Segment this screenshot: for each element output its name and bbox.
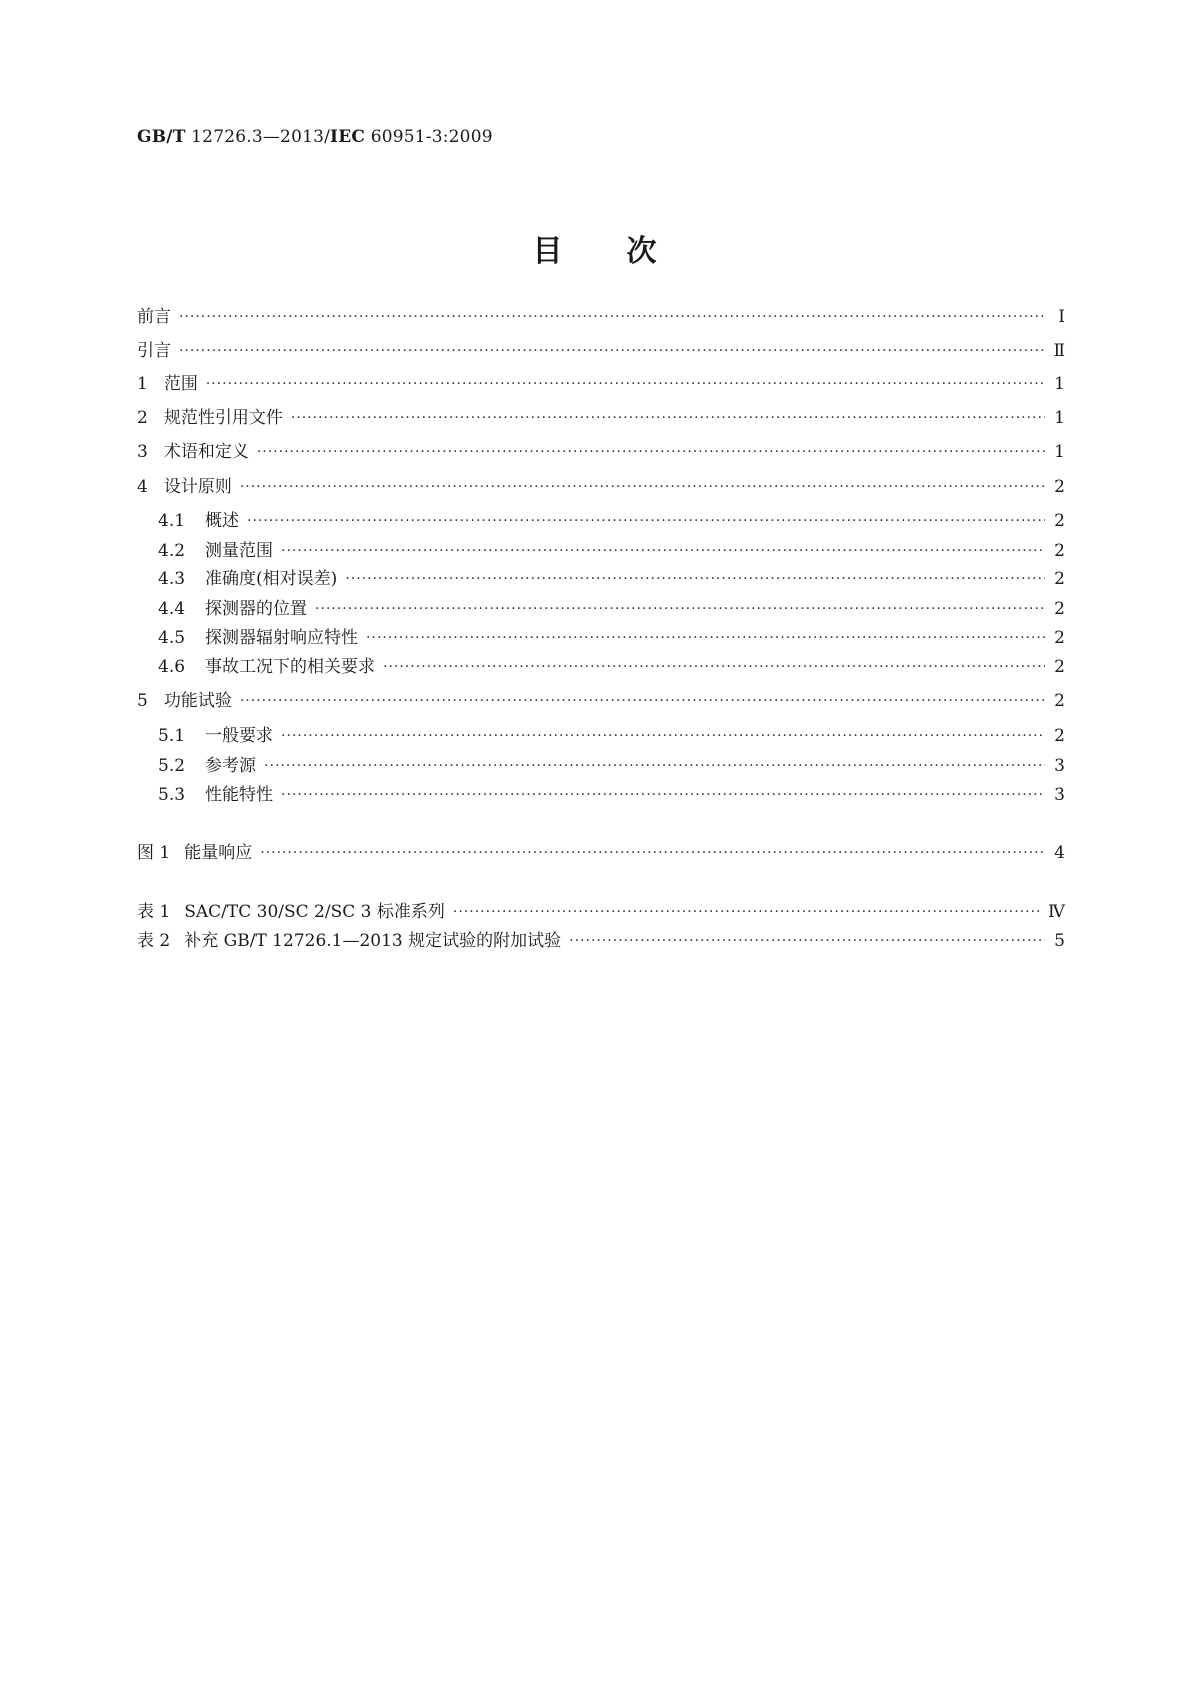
toc-entry-number: 1: [137, 374, 148, 394]
toc-entry-text: 准确度(相对误差): [205, 569, 338, 589]
toc-page-number: 2: [1054, 541, 1065, 561]
toc-page-number: 2: [1054, 628, 1065, 648]
toc-entry-text: 补充 GB/T 12726.1—2013 规定试验的附加试验: [184, 931, 562, 951]
toc-entry-text: 概述: [205, 511, 240, 531]
toc-entry-text: 性能特性: [205, 785, 274, 805]
toc-entry-5-3[interactable]: [158, 784, 1065, 806]
toc-entry-text: 事故工况下的相关要求: [205, 657, 376, 677]
toc-entry-text: 设计原则: [163, 477, 232, 497]
toc-entry-number: 4.3: [158, 569, 186, 589]
toc-entry-text: 前言: [137, 307, 171, 327]
leader-dots: [179, 340, 1045, 362]
leader-dots: [291, 407, 1045, 429]
leader-dots: [240, 476, 1045, 498]
toc-entry-table-1[interactable]: [137, 901, 1065, 923]
toc-page-number: 2: [1054, 599, 1065, 619]
toc-entry-number: 5.3: [158, 785, 186, 805]
toc-entry-foreword[interactable]: [137, 306, 1065, 328]
leader-dots: [281, 784, 1045, 806]
toc-page-number: 2: [1054, 726, 1065, 746]
toc-page-number: Ⅰ: [1058, 307, 1065, 327]
toc-entry-number: 表 2: [137, 931, 171, 951]
page-title: [0, 226, 1191, 270]
leader-dots: [345, 568, 1045, 590]
toc-entry-number: 4.1: [158, 511, 186, 531]
toc-entry-number: 图 1: [137, 843, 171, 863]
toc-entry-number: 4.5: [158, 628, 186, 648]
toc-page-number: Ⅳ: [1048, 902, 1065, 922]
toc-entry-number: 4: [137, 477, 148, 497]
toc-entry-number: 表 1: [137, 902, 171, 922]
toc-page-number: 4: [1054, 843, 1065, 863]
leader-dots: [383, 656, 1045, 678]
toc-entry-number: 2: [137, 408, 148, 428]
toc-page-number: 2: [1054, 511, 1065, 531]
leader-dots: [453, 901, 1040, 923]
toc-entry-text: 能量响应: [184, 843, 253, 863]
toc-entry-4[interactable]: [137, 476, 1065, 498]
toc-page-number: 1: [1054, 442, 1065, 462]
leader-dots: [206, 373, 1045, 395]
iec-number: 60951-3:2009: [370, 127, 493, 147]
toc-page-number: 1: [1054, 374, 1065, 394]
toc-entry-text: 探测器辐射响应特性: [205, 628, 359, 648]
toc-entry-text: 术语和定义: [163, 442, 249, 462]
toc-entry-number: 5.2: [158, 756, 186, 776]
title-char-2: 次: [626, 234, 659, 269]
toc-page-number: Ⅱ: [1053, 341, 1065, 361]
toc-entry-4-3[interactable]: [158, 568, 1065, 590]
leader-dots: [260, 842, 1045, 864]
toc-entry-text: 范围: [163, 374, 198, 394]
toc-entry-number: 3: [137, 442, 148, 462]
toc-entry-4-2[interactable]: [158, 540, 1065, 562]
toc-entry-5-1[interactable]: [158, 725, 1065, 747]
std-code: GB/T: [137, 127, 186, 147]
leader-dots: [281, 540, 1045, 562]
toc-page-number: 2: [1054, 657, 1065, 677]
toc-entry-5[interactable]: [137, 690, 1065, 712]
toc-entry-table-2[interactable]: [137, 930, 1065, 952]
title-char-1: 目: [532, 234, 565, 269]
standard-number-header: [137, 127, 493, 147]
toc-entry-text: 一般要求: [205, 726, 274, 746]
toc-entry-4-6[interactable]: [158, 656, 1065, 678]
toc-entry-text: 功能试验: [163, 691, 232, 711]
toc-entry-figure-1[interactable]: [137, 842, 1065, 864]
leader-dots: [569, 930, 1045, 952]
std-number: 12726.3—2013/: [191, 127, 331, 147]
toc-entry-introduction[interactable]: [137, 340, 1065, 362]
toc-entry-number: 4.2: [158, 541, 186, 561]
leader-dots: [257, 441, 1045, 463]
toc-entry-text: 探测器的位置: [205, 599, 308, 619]
toc-page-number: 2: [1054, 569, 1065, 589]
toc-entry-text: 参考源: [205, 756, 257, 776]
toc-entry-3[interactable]: [137, 441, 1065, 463]
toc-entry-number: 5.1: [158, 726, 186, 746]
toc-page-number: 2: [1054, 477, 1065, 497]
toc-page-number: 2: [1054, 691, 1065, 711]
leader-dots: [264, 755, 1045, 777]
toc-page-number: 5: [1054, 931, 1065, 951]
toc-entry-number: 4.6: [158, 657, 186, 677]
toc-entry-text: 引言: [137, 341, 171, 361]
toc-entry-number: 4.4: [158, 599, 186, 619]
leader-dots: [281, 725, 1045, 747]
toc-entry-number: 5: [137, 691, 148, 711]
toc-entry-2[interactable]: [137, 407, 1065, 429]
leader-dots: [179, 306, 1045, 328]
toc-entry-5-2[interactable]: [158, 755, 1065, 777]
iec-code: IEC: [330, 127, 366, 147]
toc-entry-4-4[interactable]: [158, 598, 1065, 620]
leader-dots: [240, 690, 1045, 712]
leader-dots: [315, 598, 1045, 620]
toc-entry-text: 规范性引用文件: [163, 408, 283, 428]
toc-entry-4-1[interactable]: [158, 510, 1065, 532]
toc-page-number: 3: [1054, 756, 1065, 776]
toc-entry-1[interactable]: [137, 373, 1065, 395]
toc-page-number: 3: [1054, 785, 1065, 805]
leader-dots: [247, 510, 1045, 532]
toc-entry-text: SAC/TC 30/SC 2/SC 3 标准系列: [184, 902, 445, 922]
leader-dots: [366, 627, 1045, 649]
toc-page-number: 1: [1054, 408, 1065, 428]
toc-entry-text: 测量范围: [205, 541, 274, 561]
toc-entry-4-5[interactable]: [158, 627, 1065, 649]
